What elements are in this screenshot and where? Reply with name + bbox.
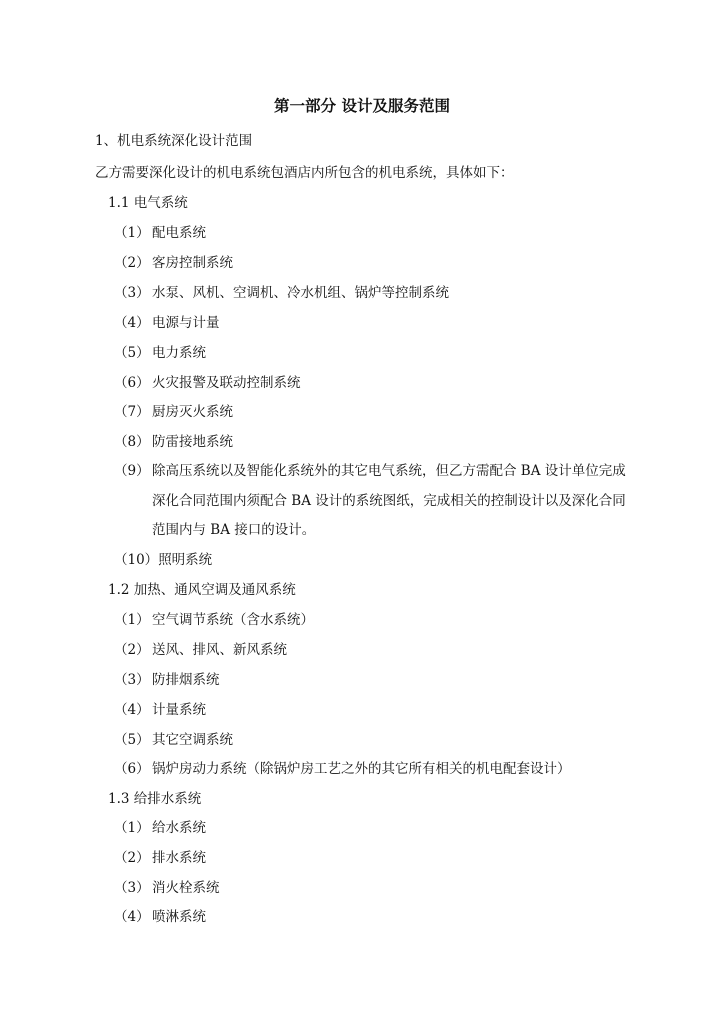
- list-item: [114, 373, 301, 393]
- list-item: [114, 461, 626, 481]
- list-item: [114, 759, 571, 779]
- list-item-text: 空气调节系统（含水系统）: [152, 612, 314, 628]
- list-item: [114, 907, 206, 927]
- list-item: [114, 253, 233, 273]
- list-item-number: （5）: [114, 345, 150, 361]
- list-item: [114, 550, 212, 570]
- list-item-number: （5）: [114, 732, 150, 748]
- list-item-text: 厨房灭火系统: [152, 404, 233, 420]
- list-item-text: 电力系统: [152, 345, 206, 361]
- list-item: [114, 848, 206, 868]
- list-item: [114, 818, 206, 838]
- list-item-number: （2）: [114, 255, 150, 271]
- list-item-number: （6）: [114, 761, 150, 777]
- subsection-heading-electrical: 1.1 电气系统: [108, 195, 188, 211]
- list-item-text: 送风、排风、新风系统: [152, 642, 287, 658]
- list-item-text: 火灾报警及联动控制系统: [152, 375, 301, 391]
- list-item-number: （1）: [114, 225, 150, 241]
- list-item-number: （6）: [114, 375, 150, 391]
- list-item-number: （1）: [114, 612, 150, 628]
- list-item-text: 除高压系统以及智能化系统外的其它电气系统，但乙方需配合 BA 设计单位完成: [152, 463, 626, 479]
- list-item-number: （2）: [114, 642, 150, 658]
- subsection-heading-hvac: 1.2 加热、通风空调及通风系统: [108, 582, 296, 598]
- list-item: [114, 223, 206, 243]
- list-item-text: 喷淋系统: [152, 909, 206, 925]
- list-item: [114, 313, 220, 333]
- list-item-number: （3）: [114, 880, 150, 896]
- list-item-continuation: 范围内与 BA 接口的设计。: [152, 522, 316, 538]
- list-item-number: （9）: [114, 463, 150, 479]
- list-item: [114, 283, 449, 303]
- list-item: [114, 610, 314, 630]
- list-item-number: （2）: [114, 850, 150, 866]
- list-item-number: （4）: [114, 702, 150, 718]
- list-item: [114, 640, 287, 660]
- list-item-number: （4）: [114, 315, 150, 331]
- section-heading: 1、机电系统深化设计范围: [95, 133, 253, 149]
- list-item-number: （1）: [114, 820, 150, 836]
- section-intro: 乙方需要深化设计的机电系统包酒店内所包含的机电系统，具体如下：: [95, 165, 514, 181]
- list-item-text: 客房控制系统: [152, 255, 233, 271]
- list-item-text: 给水系统: [152, 820, 206, 836]
- list-item-text: 防雷接地系统: [152, 434, 233, 450]
- list-item-text: 排水系统: [152, 850, 206, 866]
- list-item-text: 电源与计量: [152, 315, 220, 331]
- list-item-number: （7）: [114, 404, 150, 420]
- list-item-text: 防排烟系统: [152, 672, 220, 688]
- list-item-text: 配电系统: [152, 225, 206, 241]
- list-item-number: （4）: [114, 909, 150, 925]
- list-item-continuation: 深化合同范围内须配合 BA 设计的系统图纸，完成相关的控制设计以及深化合同: [152, 493, 626, 509]
- list-item: [114, 402, 233, 422]
- list-item-number: （3）: [114, 285, 150, 301]
- list-item: [114, 343, 206, 363]
- list-item-text: 照明系统: [158, 552, 213, 568]
- list-item-text: 锅炉房动力系统（除锅炉房工艺之外的其它所有相关的机电配套设计）: [152, 761, 571, 777]
- subsection-heading-plumbing: 1.3 给排水系统: [108, 791, 202, 807]
- list-item-text: 其它空调系统: [152, 732, 233, 748]
- page-title: 第一部分 设计及服务范围: [274, 97, 450, 115]
- list-item-number: （3）: [114, 672, 150, 688]
- list-item: [114, 670, 220, 690]
- list-item: [114, 700, 206, 720]
- list-item: [114, 878, 220, 898]
- list-item-number: （8）: [114, 434, 150, 450]
- list-item-text: 消火栓系统: [152, 880, 220, 896]
- list-item-number: （10）: [114, 552, 159, 568]
- list-item-text: 水泵、风机、空调机、冷水机组、锅炉等控制系统: [152, 285, 449, 301]
- list-item: [114, 432, 233, 452]
- list-item: [114, 730, 233, 750]
- list-item-text: 计量系统: [152, 702, 206, 718]
